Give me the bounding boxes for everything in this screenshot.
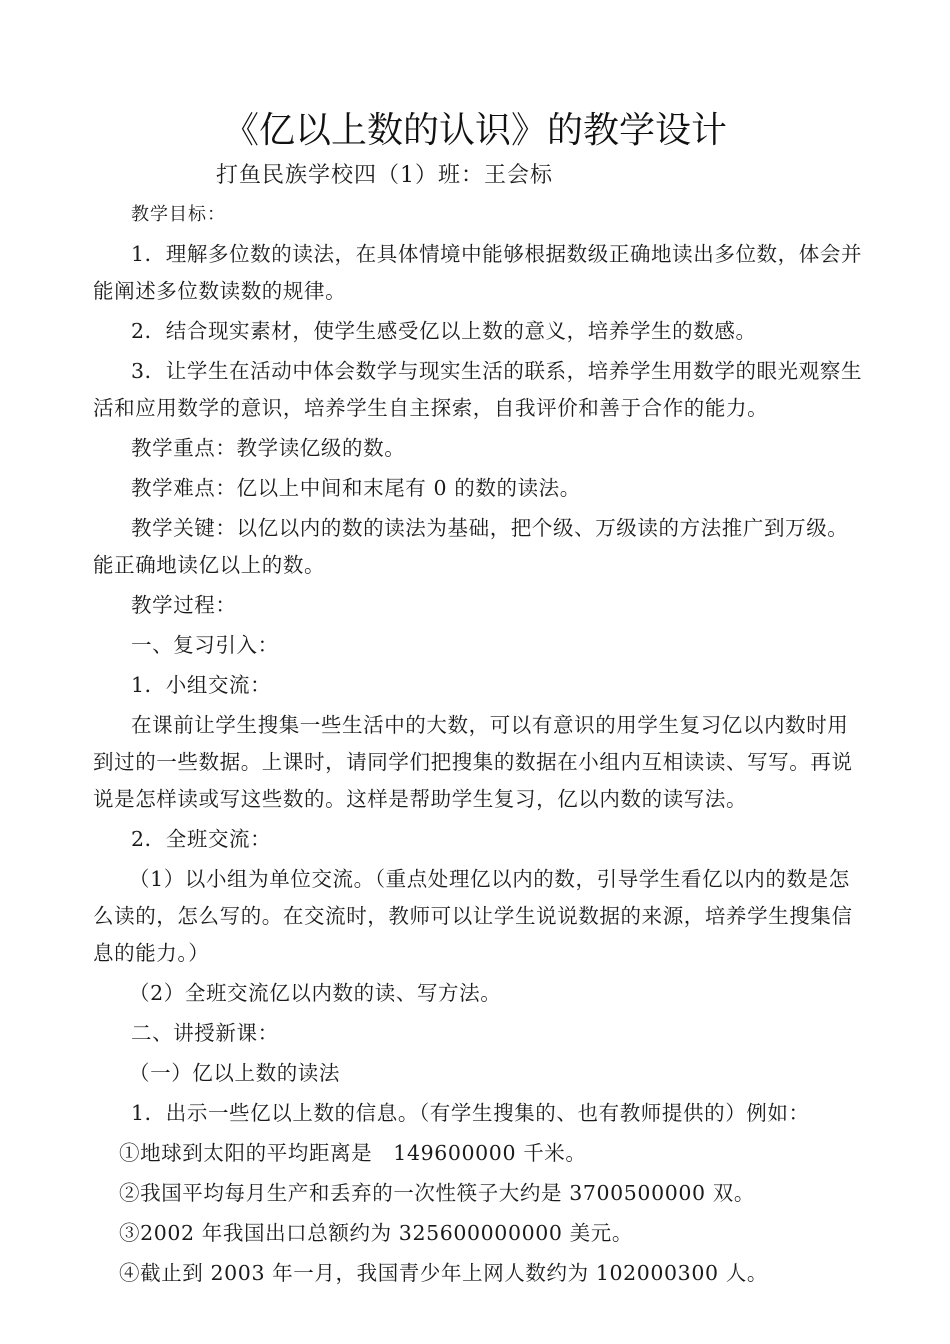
paragraph-class-exchange-2: （2）全班交流亿以内数的读、写方法。 (129, 981, 502, 1005)
paragraph-class-exchange: 2．全班交流： (131, 827, 272, 851)
paragraph-difficulty: 教学难点：亿以上中间和末尾有 0 的数的读法。 (131, 476, 581, 500)
author-line: 打鱼民族学校四（1）班：王会标 (216, 163, 553, 188)
paragraph-subsection-1: （一）亿以上数的读法 (129, 1061, 340, 1085)
paragraph-section-1: 一、复习引入： (131, 633, 279, 657)
objectives-label: 教学目标： (131, 204, 226, 225)
paragraph-example-3: ③2002 年我国出口总额约为 325600000000 美元。 (119, 1221, 633, 1245)
paragraph-example-4: ④截止到 2003 年一月，我国青少年上网人数约为 102000300 人。 (119, 1261, 768, 1285)
paragraph-objective-3: 3．让学生在活动中体会数学与现实生活的联系，培养学生用数学的眼光观察生活和应用数学的意识，培养学生自主探索，自我评价和善于合作的能力。 (93, 359, 863, 420)
paragraph-example-2: ②我国平均每月生产和丢弃的一次性筷子大约是 3700500000 双。 (119, 1181, 755, 1205)
paragraph-example-1: ①地球到太阳的平均距离是 149600000 千米。 (119, 1141, 587, 1165)
paragraph-objective-1: 1．理解多位数的读法，在具体情境中能够根据数级正确地读出多位数，体会并能阐述多位数读数的规律。 (93, 242, 863, 303)
paragraph-key-point: 教学重点：教学读亿级的数。 (131, 436, 406, 460)
paragraph-group-exchange: 1．小组交流： (131, 673, 272, 697)
paragraph-group-exchange-body: 在课前让学生搜集一些生活中的大数，可以有意识的用学生复习亿以内数时用到过的一些数据。上课时，请同学们把搜集的数据在小组内互相读读、写写。再说说是怎样读或写这些数的。这样是帮助学生复习，亿以内数的读写法。 (93, 713, 853, 811)
document-title: 《亿以上数的认识》的教学设计 (222, 110, 727, 151)
paragraph-process-label: 教学过程： (131, 593, 237, 617)
document-body (93, 236, 863, 1292)
paragraph-show-info: 1．出示一些亿以上数的信息。（有学生搜集的、也有教师提供的）例如： (131, 1101, 810, 1125)
paragraph-objective-2: 2．结合现实素材，使学生感受亿以上数的意义，培养学生的数感。 (131, 319, 757, 343)
paragraph-key-link: 教学关键：以亿以内的数的读法为基础，把个级、万级读的方法推广到万级。能正确地读亿以上的数。 (93, 516, 849, 577)
paragraph-class-exchange-1: （1）以小组为单位交流。（重点处理亿以内的数，引导学生看亿以内的数是怎么读的，怎么写的。在交流时，教师可以让学生说说数据的来源，培养学生搜集信息的能力。） (93, 867, 853, 965)
paragraph-section-2: 二、讲授新课： (131, 1021, 279, 1045)
